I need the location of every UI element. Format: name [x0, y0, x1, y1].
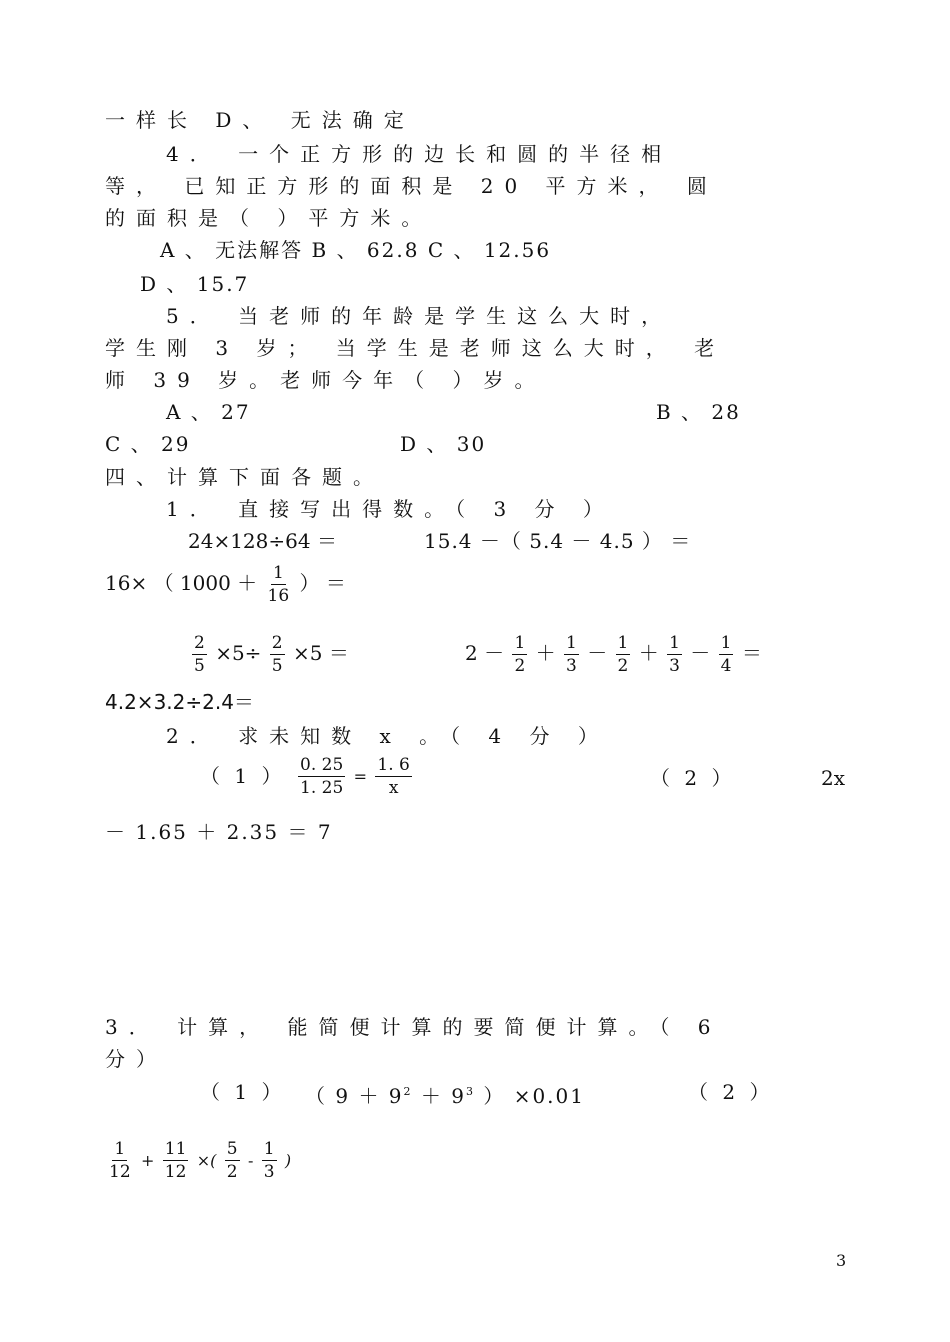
expression: 2 － $\frac{1}{2}$ ＋ $\frac{1}{3}$ － $\frac{1}{2}$ ＋ $\frac{1}{3}$ － $\frac{1}{4}$ ＝ — [465, 633, 762, 676]
sub-question-2: 2． 求未知数 x 。（ 4 分 ） — [166, 724, 609, 748]
equation-label: （ 2 ） — [650, 766, 736, 790]
expression: （ $9 + 9^2 + 9^3$ ） ×0.01 — [305, 1084, 585, 1108]
fraction: $\frac{1}{12}$ — [109, 1139, 131, 1182]
answer-option-c: C 、 29 — [105, 432, 191, 456]
fraction: $\frac{0. 25}{1. 25}$ — [300, 755, 344, 798]
fraction: $\frac{1. 6}{x}$ — [377, 755, 410, 798]
problem-label: （ 2 ） — [688, 1080, 774, 1104]
expression: 4.2×3.2÷2.4＝ — [105, 690, 254, 714]
answer-option-d: D 、 15.7 — [140, 272, 250, 296]
fraction: $\frac{5}{2}$ — [226, 1139, 238, 1182]
expression: 24×128÷64 ＝ — [188, 529, 337, 553]
fraction: $\frac{1}{3}$ — [263, 1139, 275, 1182]
expression: 15.4 －（ 5.4 － 4.5 ） ＝ — [424, 529, 692, 553]
section-heading: 四、计算下面各题。 — [105, 465, 384, 489]
fraction: $\frac{1}{16}$ — [267, 563, 290, 606]
equation: － 1.65 ＋ 2.35 ＝ 7 — [105, 820, 333, 844]
fraction: $\frac{1}{2}$ — [617, 633, 629, 676]
equation: $\frac{0. 25}{1. 25}$ = $\frac{1. 6}{x}$ — [300, 755, 410, 798]
fraction: $\frac{2}{5}$ — [271, 633, 283, 676]
text-line: 的面积是（ ）平方米。 — [105, 206, 433, 230]
text-line: 一样长 D、 无法确定 — [105, 108, 415, 132]
fraction: $\frac{1}{4}$ — [720, 633, 732, 676]
text-line: 学生刚 3 岁； 当学生是老师这么大时， 老 — [105, 336, 726, 360]
fraction: $\frac{2}{5}$ — [194, 633, 205, 676]
question-5: 5． 当老师的年龄是学生这么大时， — [166, 304, 673, 328]
fraction: $\frac{1}{2}$ — [514, 633, 526, 676]
text-line: 师 39 岁。老师今年（ ）岁。 — [105, 368, 546, 392]
fraction: $\frac{1}{3}$ — [566, 633, 577, 676]
question-4: 4． 一个正方形的边长和圆的半径相 — [166, 142, 673, 166]
sub-question-1: 1． 直接写出得数。（ 3 分 ） — [166, 497, 614, 521]
answer-option-b: B 、 28 — [656, 400, 741, 424]
text-line: 分） — [105, 1047, 167, 1071]
answer-option-a: A 、 27 — [166, 400, 251, 424]
problem-label: （ 1 ） — [200, 1080, 286, 1104]
answer-option-d: D 、 30 — [400, 432, 487, 456]
fraction: $\frac{11}{12}$ — [164, 1139, 187, 1182]
page-number: 3 — [836, 1251, 847, 1270]
expression: $\frac{1}{12}$ + $\frac{11}{12}$ ×( $\frac{5}{2}$ - $\frac{1}{3}$ ) — [109, 1139, 292, 1182]
sub-question-3: 3． 计算， 能简便计算的要简便计算。（ 6 — [105, 1015, 722, 1039]
answer-options: A 、 无法解答 B 、 62.8 C 、 12.56 — [160, 238, 552, 262]
equation: 2x — [821, 766, 846, 790]
expression: 16× （ 1000 ＋ $\frac{1}{16}$ ） ＝ — [105, 563, 346, 606]
text-line: 等， 已知正方形的面积是 20 平方米， 圆 — [105, 174, 718, 198]
expression: $\frac{2}{5}$ ×5÷ $\frac{2}{5}$ ×5 ＝ — [194, 633, 349, 676]
equation-label: （ 1 ） — [200, 764, 286, 788]
fraction: $\frac{1}{3}$ — [669, 633, 680, 676]
